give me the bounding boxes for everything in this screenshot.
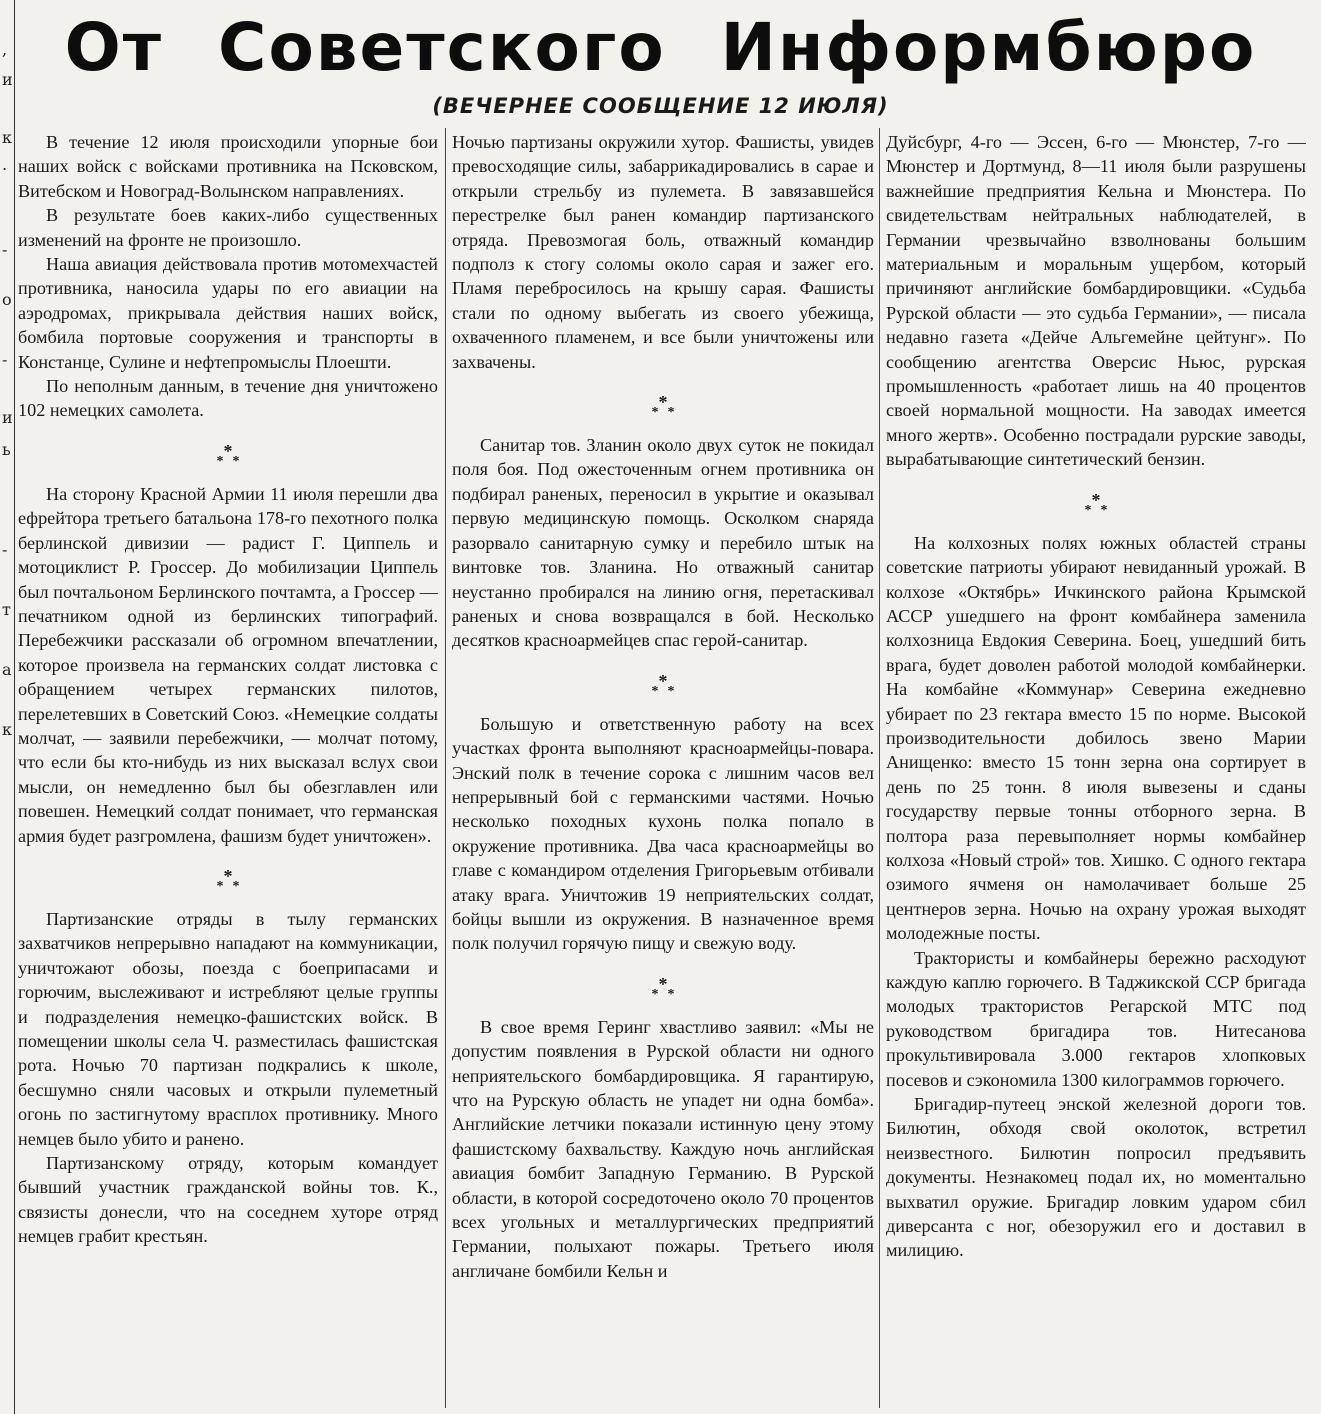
article-paragraph: Дуйсбург, 4-го — Эссен, 6-го — Мюнстер, 7-го — Мюнстер и Дортмунд, 8—11 июля были разрушены важнейшие предприятия Кельна и Мюнстера. По свидетельствам нейтральных наблюдателей, в Германии чрезвычайно взволнованы большим материальным и моральным ущербом, который причиняют английские бомбардировщики. «Судьба Рурской области — это судьба Германии», — писала недавно газета «Дейче Альгемейне цейтунг». По сообщению агентства Оверсис Ньюс, рурская промышленность «работает лишь на 40 процентов своей нормальной мощности. На заводах имеется много жертв». Особенно пострадали рурские заводы, вырабатывающие синтетический бензин. [886, 132, 1306, 470]
column-rule [879, 128, 880, 1408]
edge-fragment: и [2, 70, 13, 89]
article-paragraph: В результате боев каких-либо существенных изменений на фронте не произошло. [18, 205, 438, 250]
article-paragraph: На колхозных полях южных областей страны советские патриоты убирают невиданный урожай. В колхозе «Октябрь» Ичкинского района Крымской АССР ушедшего на фронт комбайнера заменила колхозница Евдокия Северина. Боец, ушедший бить врага, будет доволен работой молодой комбайнерки. На комбайне «Коммунар» Северина ежедневно убирает по 23 гектара вместо 15 по норме. Высокой производительности добилось звено Марии Анищенко: вместо 15 тонн зерна она сортирует в день по 25 тонн. 8 июля вывезены и сданы государству первые тонны отборного зерна. В полтора раза перевыполняет нормы комбайнер колхоза «Новый строй» тов. Хишко. С одного гектара озимого ячменя он намолачивает больше 25 центнеров зерна. Ночью на охрану урожая выходят молодежные посты. [886, 532, 1306, 944]
column-2 [452, 130, 874, 1408]
article-paragraph: Санитар тов. Зланин около двух суток не покидал поля боя. Под ожесточенным огнем противника он подбирал раненых, переносил в укрытие и оказывал первую медицинскую помощь. Осколком снаряда разорвало санитарную сумку и перебило штык на винтовке тов. Зланина. Но отважный санитар неустанно пробирался на линию огня, перетаскивал раненых и снова возвращался в бой. Несколько десятков красноармейцев спас герой-санитар. [452, 435, 874, 651]
edge-fragment: - [2, 350, 8, 369]
edge-fragment: к [2, 720, 12, 739]
edge-fragment: к [2, 128, 12, 147]
edge-fragment: т [2, 600, 11, 619]
article-paragraph: Ночью партизаны окружили хутор. Фашисты, увидев превосходящие силы, забаррикадировались в сарае и открыли стрельбу из пулемета. В завязавшейся перестрелке был ранен командир партизанского отряда. Превозмогая боль, отважный командир подполз к стогу соломы около сарая и зажег его. Пламя перебросилось на крышу сарая. Фашисты стали по одному выбегать из своего убежища, охваченного пламенем, и все были уничтожены или захвачены. [452, 132, 874, 372]
edge-fragment: . [2, 155, 8, 174]
asterism-separator: $_**_*$ [651, 392, 675, 421]
article-paragraph: Бригадир-путеец энской железной дороги тов. Билютин, обходя свой околоток, встретил неизвестного. Билютин попросил предъявить документы. Незнакомец подал их, но моментально выхватил оружие. Бригадир ловким ударом сбил диверсанта с ног, обезоружил его и доставил в милицию. [886, 1094, 1306, 1261]
left-edge-strip [0, 0, 15, 1414]
edge-fragment: а [2, 660, 12, 679]
asterism-separator: $_**_*$ [651, 670, 675, 699]
article-paragraph: Партизанскому отряду, которым командует бывший участник гражданской войны тов. К., связисты донесли, что на соседнем хуторе отряд немцев грабит крестьян. [18, 1153, 438, 1247]
asterism-separator: $_**_*$ [1084, 489, 1108, 518]
article-paragraph: Партизанские отряды в тылу германских захватчиков непрерывно нападают на коммуникации, уничтожают обозы, поезда с боеприпасами и горючим, выслеживают и истребляют целые группы и подразделения немецко-фашистских войск. В помещении школы села Ч. разместилась фашистская рота. Ночью 70 партизан подкрались к школе, бесшумно сняли часовых и открыли пулеметный огонь по застигнутому врасплох противнику. Много немцев было убито и ранено. [18, 908, 438, 1149]
headline: От Советского Информбюро [64, 9, 1257, 86]
article-paragraph: Трактористы и комбайнеры бережно расходуют каждую каплю горючего. В Таджикской ССР бригада молодых трактористов Регарской МТС под руководством бригадира тов. Нитесанова прокультивировала 3.000 гектаров хлопковых посевов и сэкономила 1300 килограммов горючего. [886, 947, 1306, 1090]
article-paragraph: В свое время Геринг хвастливо заявил: «Мы не допустим появления в Рурской области ни одного неприятельского бомбардировщика. Я гарантирую, что на Рурскую область не упадет ни одна бомба». Английские летчики показали истинную цену этому фашистскому бахвальству. Каждую ночь английская авиация бомбит Западную Германию. В Рурской области, в которой сосредоточено около 70 процентов всех угольных и металлургических предприятий Германии, полыхают пожары. Третьего июля англичане бомбили Кельн и [452, 1016, 874, 1281]
edge-fragment: о [2, 290, 12, 309]
edge-fragment: , [2, 40, 8, 59]
article-paragraph: Большую и ответственную работу на всех участках фронта выполняют красноармейцы-повара. Энский полк в течение сорока с лишним часов вел непрерывный бой с германскими частями. Ночью несколько походных кухонь полка попало в окружение противника. Два часа красноармейцы во главе с командиром отделения Григорьевым отбивали атаку врага. Уничтожив 19 неприятельских солдат, бойцы вышли из окружения. В назначенное время полк получил горячую пищу и свежую воду. [452, 713, 874, 954]
edge-fragment: - [2, 540, 8, 559]
column-1 [18, 130, 438, 1408]
subheadline: (ВЕЧЕРНЕЕ СООБЩЕНИЕ 12 ИЮЛЯ) [432, 94, 889, 118]
article-paragraph: В течение 12 июля происходили упорные бои наших войск с войсками противника на Псковском, Витебском и Новоград-Волынском направлениях. [18, 132, 438, 201]
article-paragraph: На сторону Красной Армии 11 июля перешли два ефрейтора третьего батальона 178-го пехотного полка берлинской дивизии — радист Г. Циппель и мотоциклист Р. Гроссер. До мобилизации Циппель был почтальоном Берлинского почтамта, а Гроссер — печатником одной из берлинских типографий. Перебежчики рассказали об огромном впечатлении, которое произвела на германских солдат листовка с обращением четырех германских пилотов, перелетевших в Советский Союз. «Немецкие солдаты молчат, — заявили перебежчики, — молчат потому, что если бы кто-нибудь из них высказал вслух свои мысли, он немедленно был бы обезглавлен или повешен. Немецкий солдат понимает, что германская армия будет разгромлена, фашизм будет уничтожен». [18, 483, 438, 846]
column-rule [445, 128, 446, 1408]
article-paragraph: Наша авиация действовала против мотомехчастей противника, наносила удары по его авиации на аэродромах, прикрывала действия наших войск, бомбила портовые сооружения и транспорты в Констанце, Сулине и нефтепромыслы Плоешти. [18, 254, 438, 372]
asterism-separator: $_**_*$ [216, 865, 240, 894]
asterism-separator: $_**_*$ [651, 973, 675, 1002]
edge-fragment: - [2, 240, 8, 259]
asterism-separator: $_**_*$ [216, 440, 240, 469]
edge-fragment: и [2, 408, 13, 427]
column-3 [886, 130, 1306, 1408]
article-paragraph: По неполным данным, в течение дня уничтожено 102 немецких самолета. [18, 376, 438, 421]
edge-fragment: ь [2, 440, 11, 459]
